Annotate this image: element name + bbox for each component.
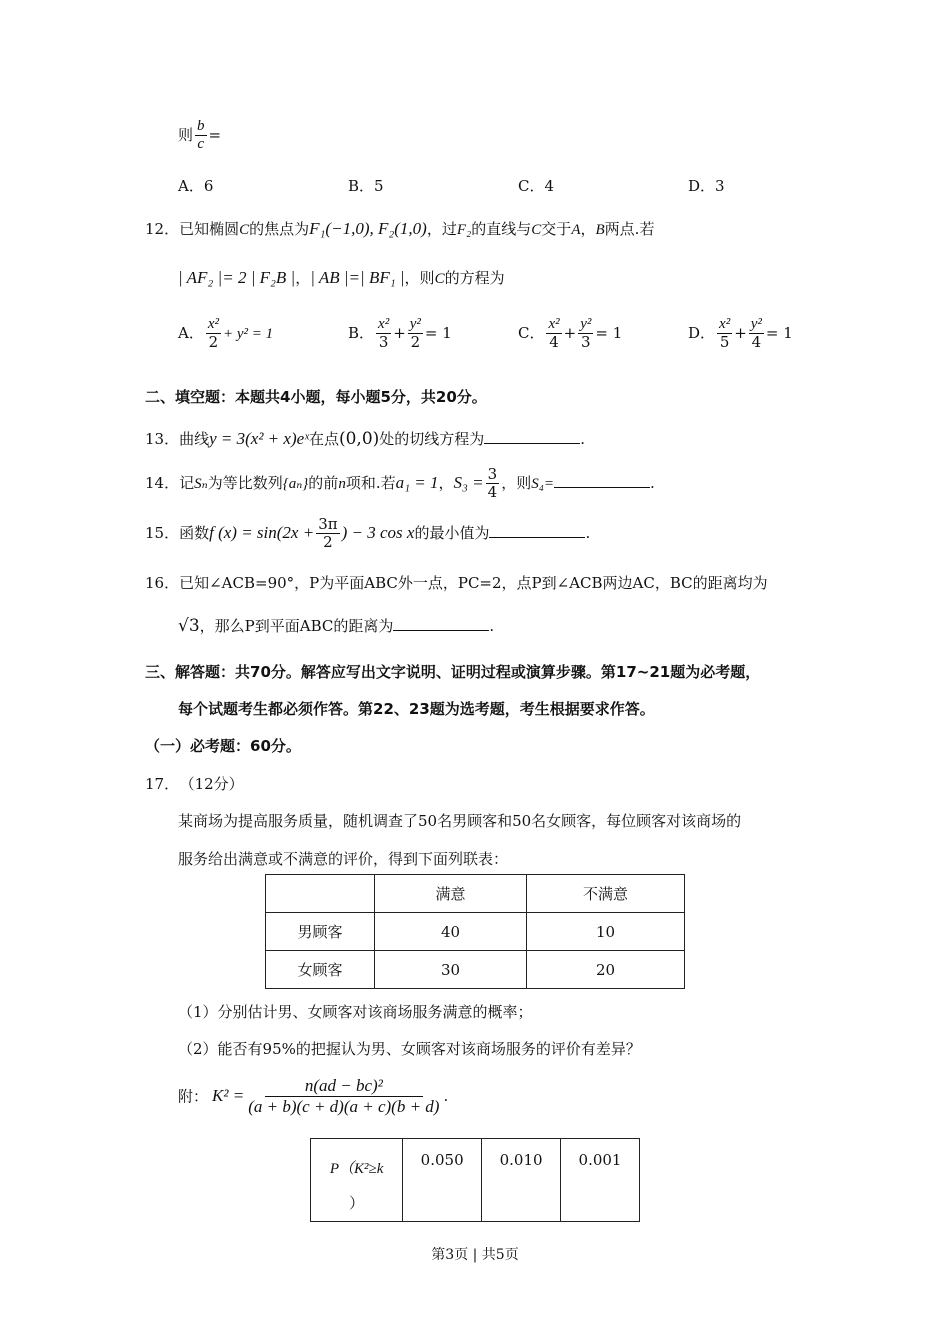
q15-frac-num: 3π xyxy=(318,515,338,533)
q14-frac-num: 3 xyxy=(487,465,498,483)
q12-t14: C xyxy=(434,271,445,287)
q12-t2: C xyxy=(239,222,250,238)
q14-frac-den: 4 xyxy=(487,483,498,502)
q12-opt-b-den1: 3 xyxy=(378,333,389,352)
q17-part2: （2）能否有95%的把握认为男、女顾客对该商场服务的评价有差异？ xyxy=(178,1040,641,1058)
q12-opt-b-num2: y² xyxy=(408,316,423,334)
q14-t1: 记 xyxy=(179,473,195,492)
q12-opt-d-label: D． xyxy=(688,323,716,342)
section-3-line1: 三、解答题：共70分。解答应写出文字说明、证明过程或演算步骤。第17~21题为必考题， xyxy=(145,663,761,681)
table-cell: 20 xyxy=(527,951,685,989)
q17-header xyxy=(145,773,244,794)
q12-t5: F₂ xyxy=(456,222,472,238)
q12-t10: ， xyxy=(580,220,596,238)
table-row xyxy=(311,1139,640,1222)
q12-t4: ，过 xyxy=(426,220,457,238)
table-header-row xyxy=(266,875,685,913)
table-row xyxy=(266,951,685,989)
q14-s4: S₄= xyxy=(531,475,555,492)
q12-opt-b-label: B． xyxy=(348,323,375,342)
q12-line1 xyxy=(145,218,654,239)
q12-cond1: | AF₂ |= 2 | F₂B | xyxy=(178,268,296,287)
q12-t12: 两点.若 xyxy=(604,220,655,238)
q13-end: . xyxy=(580,430,586,448)
q17-formula-end: . xyxy=(443,1087,449,1106)
q12-t13: ，则 xyxy=(404,269,435,287)
q12-t7: C xyxy=(531,222,542,238)
q17-number: 17． xyxy=(145,775,180,793)
q15-t1: 函数 xyxy=(179,523,210,542)
q12-number: 12． xyxy=(145,220,180,238)
q12-opt-a-den: 2 xyxy=(208,333,219,352)
q14-sn: Sₙ xyxy=(194,475,208,492)
q17-formula-den: (a + b)(c + d)(a + c)(b + d) xyxy=(248,1096,440,1116)
q13-number: 13． xyxy=(145,430,180,448)
table-cell: 30 xyxy=(374,951,526,989)
q11-stem xyxy=(178,118,221,154)
q11-option-d: D．3 xyxy=(688,177,725,195)
q13-t1: 曲线 xyxy=(179,430,210,448)
q12-option-c xyxy=(518,316,622,352)
q12-opt-c-eq: = 1 xyxy=(595,323,623,342)
q12-opt-d-frac2 xyxy=(749,316,764,352)
q12-t15: 的方程为 xyxy=(444,269,505,287)
q12-opt-b-num1: x² xyxy=(376,316,391,334)
q12-opt-c-frac2 xyxy=(578,316,593,352)
p-label-cell xyxy=(311,1139,403,1222)
q12-opt-b-den2: 2 xyxy=(410,333,421,352)
q12-opt-d-num2: y² xyxy=(749,316,764,334)
table-cell: 男顾客 xyxy=(266,913,375,951)
q12-opt-a-label: A． xyxy=(178,323,204,342)
q16-number: 16． xyxy=(145,574,180,592)
q12-option-b xyxy=(348,316,452,352)
section-3-line2: 每个试题考生都必须作答。第22、23题为选考题，考生根据要求作答。 xyxy=(178,700,655,718)
q15-f-b: ) − 3 cos x xyxy=(341,522,415,542)
p-label-b: ） xyxy=(349,1194,365,1212)
q15-end: . xyxy=(585,523,591,542)
q16-line2 xyxy=(178,615,494,636)
q12-opt-d-eq: = 1 xyxy=(765,323,793,342)
p-label-a: P（K²≥k xyxy=(329,1161,384,1177)
q14-t2: 为等比数列 xyxy=(207,473,283,492)
q12-opt-d-plus: + xyxy=(734,323,747,342)
q17-part1: （1）分别估计男、女顾客对该商场服务满意的概率； xyxy=(178,1003,533,1021)
q11-option-c: C．4 xyxy=(518,177,555,195)
q12-opt-c-den2: 3 xyxy=(581,333,591,352)
table-header-satisfied: 满意 xyxy=(374,875,526,913)
q13-t2: 在点 xyxy=(308,430,339,448)
q16-text2: ，那么P到平面ABC的距离为 xyxy=(199,617,394,635)
page-footer: 第3页 | 共5页 xyxy=(431,1247,519,1263)
q11-frac-den: c xyxy=(197,136,205,153)
q12-t6: 的直线与 xyxy=(471,220,532,238)
q17-para1: 某商场为提高服务质量，随机调查了50名男顾客和50名女顾客，每位顾客对该商场的 xyxy=(178,812,742,830)
q12-opt-c-label: C． xyxy=(518,323,545,342)
q12-opt-c-num1: x² xyxy=(546,316,561,334)
q15-number: 15． xyxy=(145,523,180,542)
q17-appendix-label: 附： xyxy=(178,1087,209,1106)
q12-opt-c-den1: 4 xyxy=(549,333,559,352)
q16-blank[interactable] xyxy=(393,616,489,631)
q13-point: (0,0) xyxy=(338,429,380,449)
table-header-unsatisfied: 不满意 xyxy=(527,875,685,913)
q12-foci: F₁(−1,0), F₂(1,0) xyxy=(309,219,427,238)
q12-sep: ， xyxy=(295,269,311,287)
q12-opt-b-eq: = 1 xyxy=(424,323,452,342)
q17-formula-num: n(ad − bc)² xyxy=(265,1076,423,1097)
q12-opt-b-frac2 xyxy=(408,316,423,352)
q13-blank[interactable] xyxy=(484,429,580,444)
q15-frac-den: 2 xyxy=(323,533,333,552)
q17-score: （12分） xyxy=(187,775,244,793)
q13 xyxy=(145,428,585,449)
q15 xyxy=(145,516,590,552)
q12-opt-d-den2: 4 xyxy=(751,333,762,352)
q14-s3: S₃ = xyxy=(453,472,484,492)
q12-opt-a-tail: + y² = 1 xyxy=(223,325,274,342)
q12-t11: B xyxy=(595,222,605,238)
table-cell: 0.010 xyxy=(482,1139,561,1222)
q16-sqrt: √3 xyxy=(178,616,200,636)
q16-text1: 已知∠ACB=90°，P为平面ABC外一点，PC=2，点P到∠ACB两边AC，BC的距离均为 xyxy=(179,574,768,592)
q12-opt-c-num2: y² xyxy=(578,316,593,334)
q17-para2: 服务给出满意或不满意的评价，得到下面列联表： xyxy=(178,850,509,868)
q14-comma: ， xyxy=(438,473,454,492)
q12-opt-a-num: x² xyxy=(206,316,221,334)
q12-option-d xyxy=(688,316,793,352)
q14-t4: 项和.若 xyxy=(345,473,396,492)
q17-appendix xyxy=(178,1076,448,1116)
q15-fraction xyxy=(316,516,339,552)
q12-t8: 交于 xyxy=(541,220,572,238)
q12-opt-a-frac xyxy=(206,316,221,352)
section-3-sub: （一）必考题：60分。 xyxy=(145,737,301,755)
table-cell: 10 xyxy=(527,913,685,951)
table-row xyxy=(266,913,685,951)
section-2-title: 二、填空题：本题共4小题，每小题5分，共20分。 xyxy=(145,388,487,406)
table-cell: 0.001 xyxy=(561,1139,640,1222)
q15-t2: 的最小值为 xyxy=(414,523,490,542)
q11-fraction xyxy=(195,118,207,154)
q12-opt-d-frac1 xyxy=(717,316,732,352)
q14 xyxy=(145,466,655,502)
q11-prefix: 则 xyxy=(178,125,194,144)
critical-value-table xyxy=(310,1138,640,1222)
q14-blank[interactable] xyxy=(554,473,650,488)
q12-t1: 已知椭圆 xyxy=(179,220,240,238)
table-cell: 0.050 xyxy=(403,1139,482,1222)
q12-t3: 的焦点为 xyxy=(249,220,310,238)
q17-k2: K² = xyxy=(212,1086,245,1106)
q11-frac-num: b xyxy=(195,118,207,136)
q12-opt-d-den1: 5 xyxy=(719,333,730,352)
q13-t3: 处的切线方程为 xyxy=(379,430,485,448)
q11-option-a: A．6 xyxy=(178,177,214,195)
q15-blank[interactable] xyxy=(489,523,585,538)
q12-opt-b-frac1 xyxy=(376,316,391,352)
q12-t9: A xyxy=(571,222,581,238)
q14-number: 14． xyxy=(145,473,180,492)
q11-option-b: B．5 xyxy=(348,177,384,195)
q14-end: . xyxy=(650,473,655,492)
q16-end: . xyxy=(489,617,495,635)
table-header-empty xyxy=(266,875,375,913)
q12-opt-c-frac1 xyxy=(546,316,561,352)
q16-line1 xyxy=(145,572,768,593)
q17-formula xyxy=(246,1076,441,1116)
q12-opt-d-num1: x² xyxy=(717,316,732,334)
q12-line2 xyxy=(178,267,505,288)
q14-fraction xyxy=(486,466,500,502)
q13-formula: y = 3(x² + x)eˣ xyxy=(209,429,309,448)
q12-opt-c-plus: + xyxy=(563,323,577,342)
contingency-table xyxy=(265,874,685,989)
q12-option-a xyxy=(178,316,273,352)
table-cell: 40 xyxy=(374,913,526,951)
q14-a1: a₁ = 1 xyxy=(395,472,439,492)
q14-t3: 的前 xyxy=(308,473,339,492)
q14-t5: ，则 xyxy=(501,473,532,492)
q11-eq: = xyxy=(208,125,222,144)
table-cell: 女顾客 xyxy=(266,951,375,989)
q12-cond2: | AB |=| BF₁ | xyxy=(310,268,405,287)
q15-f-a: f (x) = sin(2x + xyxy=(209,522,315,542)
q14-an: {aₙ} xyxy=(282,475,309,492)
q14-n: n xyxy=(338,475,346,492)
q12-opt-b-plus: + xyxy=(393,323,406,342)
